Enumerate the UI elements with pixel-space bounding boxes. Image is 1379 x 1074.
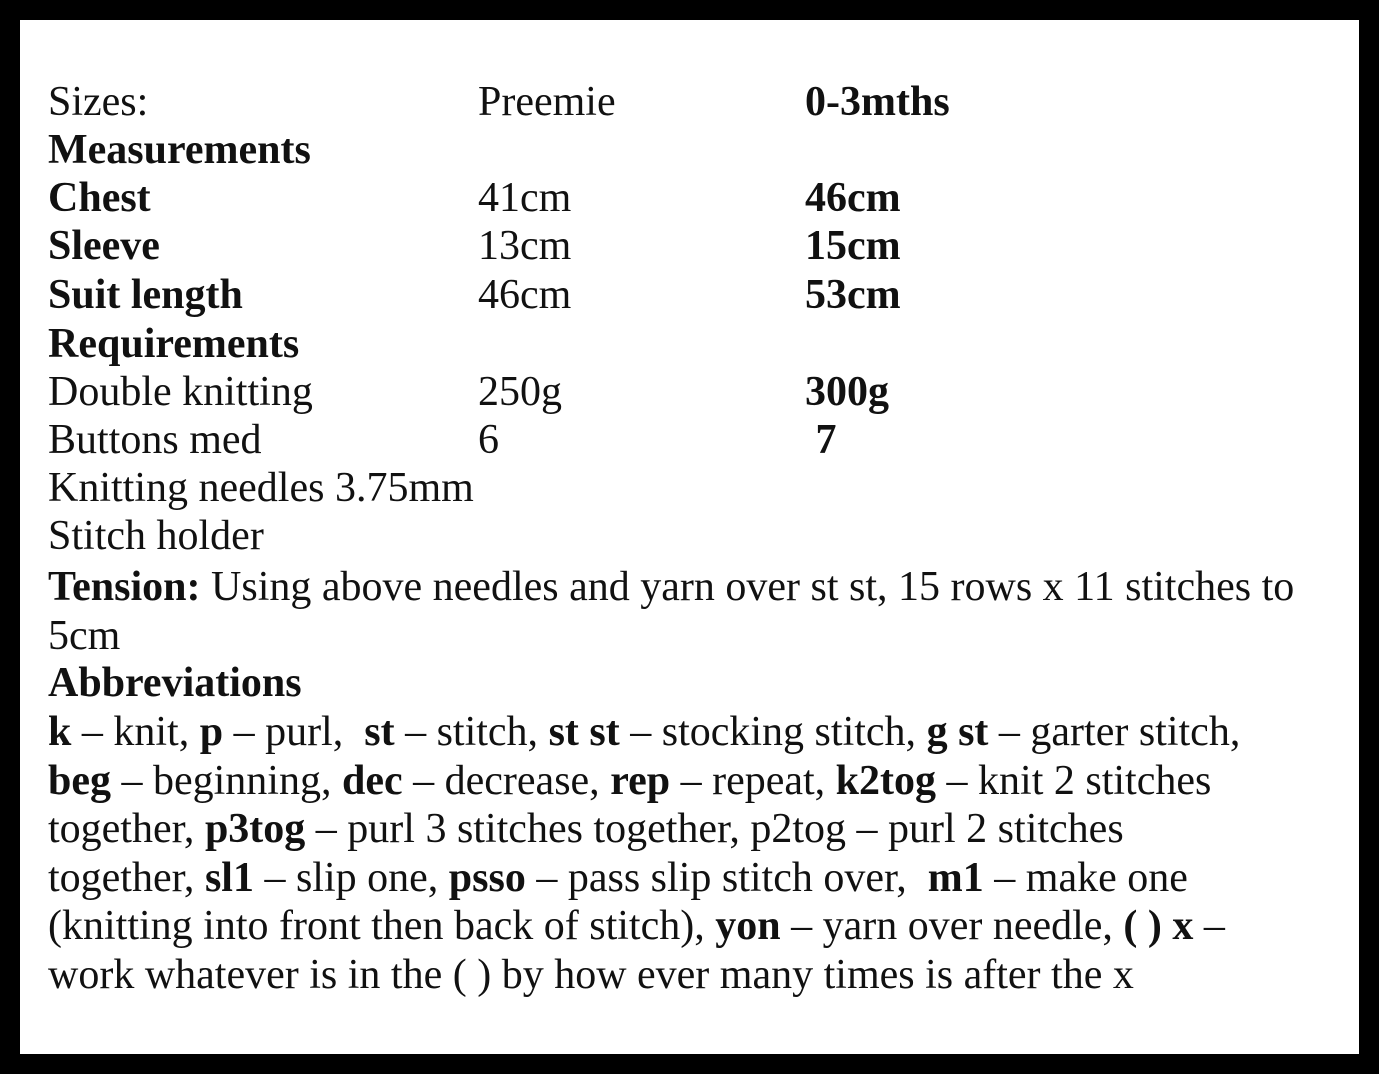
abbreviation-definition: – garter stitch, (988, 709, 1251, 755)
measurement-label: Suit length (48, 272, 243, 318)
abbreviation-definition: – purl, (223, 709, 365, 755)
measurement-value-preemie: 46cm (478, 272, 572, 318)
abbreviation-term: g st (926, 709, 989, 755)
abbreviation-definition: – work whatever is in the ( ) by how ever many times is after the x (48, 903, 1236, 998)
measurement-value-0-3mths: 53cm (805, 272, 901, 318)
abbreviation-definition: – pass slip stitch over, (525, 854, 928, 901)
requirement-value-preemie: 6 (478, 417, 499, 463)
abbreviation-definition: – knit 2 stitches together, (48, 757, 1222, 852)
abbreviations-paragraph (48, 708, 1278, 999)
abbreviation-definition: – stocking stitch, (619, 709, 927, 755)
requirement-row-yarn (48, 368, 889, 416)
requirement-value-preemie: 250g (478, 369, 562, 415)
requirement-value-0-3mths: 7 (805, 417, 837, 463)
needles-line: Knitting needles 3.75mm (48, 465, 474, 511)
abbreviation-term: rep (610, 757, 671, 804)
abbreviation-term: p (199, 709, 224, 755)
measurement-value-preemie: 41cm (478, 175, 572, 221)
abbreviation-term: ( ) x (1123, 903, 1194, 949)
sizes-label: Sizes: (48, 79, 149, 125)
requirement-label: Double knitting (48, 369, 313, 415)
requirement-value-0-3mths: 300g (805, 369, 889, 415)
pattern-page (20, 20, 1359, 1054)
abbreviation-term: m1 (927, 854, 984, 901)
abbreviation-definition: – make one (knitting into front then back of stitch), (48, 854, 1199, 949)
abbreviation-term: p3tog (204, 806, 306, 852)
abbreviation-definition: – yarn over needle, (780, 903, 1124, 949)
abbreviation-term: k (48, 709, 72, 755)
requirements-heading: Requirements (48, 321, 300, 367)
measurement-row-suit-length (48, 271, 901, 319)
abbreviation-term: dec (341, 757, 403, 804)
measurement-value-0-3mths: 15cm (805, 223, 901, 269)
abbreviation-definition: – decrease, (402, 757, 611, 804)
abbreviation-definition: – repeat, (670, 757, 836, 804)
measurement-value-0-3mths: 46cm (805, 175, 901, 221)
measurement-row-chest (48, 174, 901, 222)
abbreviation-term: yon (715, 903, 781, 949)
abbreviation-definition: – slip one, (253, 854, 449, 901)
tension-text: Using above needles and yarn over st st, 15 rows x 11 stitches to 5cm (48, 564, 1295, 659)
measurement-row-sleeve (48, 222, 901, 270)
abbreviation-term: st (364, 709, 395, 755)
requirement-row-buttons (48, 416, 837, 464)
sizes-row (48, 78, 950, 126)
measurements-heading: Measurements (48, 127, 311, 173)
abbreviation-term: st st (548, 709, 620, 755)
tension-paragraph (48, 563, 1308, 660)
abbreviation-term: psso (448, 854, 526, 901)
measurement-label: Sleeve (48, 223, 160, 269)
abbreviation-definition: – knit, (71, 709, 200, 755)
abbreviation-term: beg (48, 757, 111, 804)
abbreviation-definition: – stitch, (394, 709, 549, 755)
abbreviation-definition: – beginning, (111, 757, 342, 804)
tension-label: Tension: (48, 564, 201, 610)
measurement-label: Chest (48, 175, 151, 221)
size-0-3mths: 0-3mths (805, 79, 950, 125)
measurement-value-preemie: 13cm (478, 223, 572, 269)
abbreviations-heading: Abbreviations (48, 660, 302, 706)
abbreviation-term: sl1 (204, 854, 254, 901)
abbreviation-term: k2tog (835, 757, 937, 804)
size-preemie: Preemie (478, 79, 616, 125)
requirement-label: Buttons med (48, 417, 262, 463)
abbreviation-definition: – purl 3 stitches together, p2tog – purl 2 stitches together, (48, 806, 1135, 901)
stitch-holder-line: Stitch holder (48, 513, 264, 559)
